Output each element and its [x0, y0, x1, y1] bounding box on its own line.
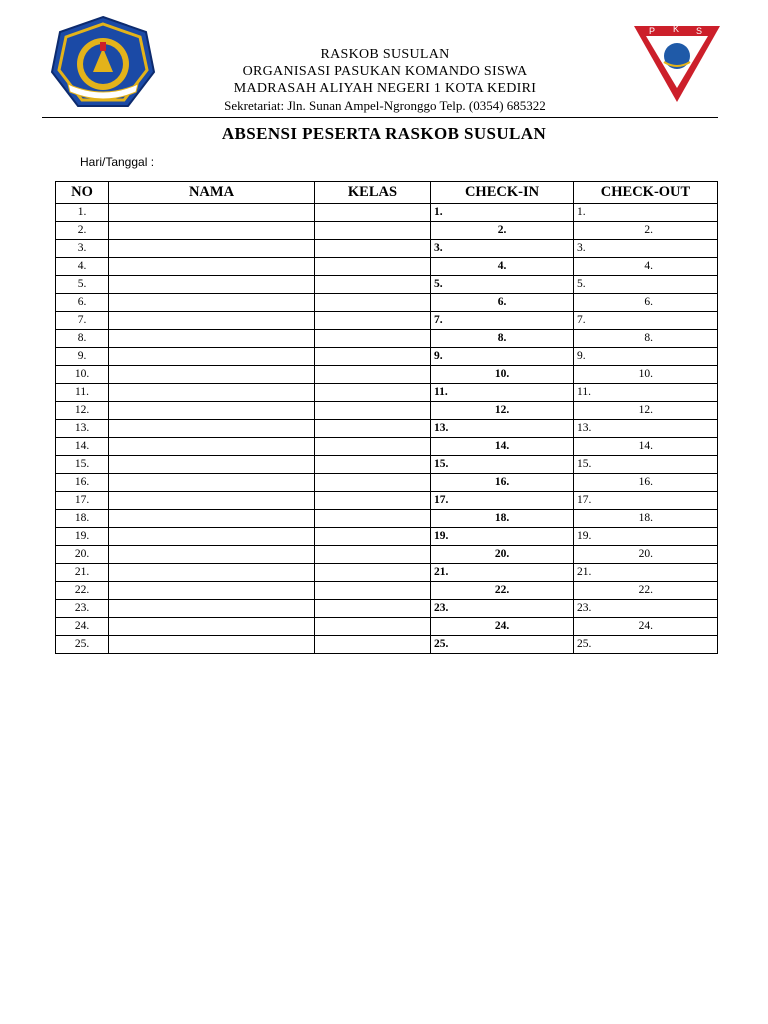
table-row: [56, 402, 718, 420]
row-number: 15.: [56, 456, 109, 474]
table-row: [56, 420, 718, 438]
nama-cell[interactable]: [109, 312, 315, 330]
kelas-cell[interactable]: [315, 564, 431, 582]
check-out-cell[interactable]: 21.: [574, 564, 718, 582]
nama-cell[interactable]: [109, 546, 315, 564]
kelas-cell[interactable]: [315, 348, 431, 366]
table-row: [56, 546, 718, 564]
row-number: 24.: [56, 618, 109, 636]
check-in-cell[interactable]: 22.: [431, 582, 574, 600]
row-number: 5.: [56, 276, 109, 294]
table-row: [56, 456, 718, 474]
row-number: 16.: [56, 474, 109, 492]
kelas-cell[interactable]: [315, 492, 431, 510]
check-out-cell[interactable]: 1.: [574, 204, 718, 222]
nama-cell[interactable]: [109, 204, 315, 222]
check-in-cell[interactable]: 3.: [431, 240, 574, 258]
check-in-cell[interactable]: 11.: [431, 384, 574, 402]
row-number: 9.: [56, 348, 109, 366]
check-out-cell[interactable]: 3.: [574, 240, 718, 258]
row-number: 6.: [56, 294, 109, 312]
table-row: [56, 438, 718, 456]
kelas-cell[interactable]: [315, 438, 431, 456]
check-in-cell[interactable]: 9.: [431, 348, 574, 366]
nama-cell[interactable]: [109, 294, 315, 312]
row-number: 20.: [56, 546, 109, 564]
check-in-cell[interactable]: 8.: [431, 330, 574, 348]
column-header-kelas: KELAS: [315, 182, 431, 204]
check-out-cell[interactable]: 24.: [574, 618, 718, 636]
date-label: Hari/Tanggal :: [80, 155, 155, 169]
table-row: [56, 564, 718, 582]
nama-cell[interactable]: [109, 456, 315, 474]
kelas-cell[interactable]: [315, 366, 431, 384]
check-in-cell[interactable]: 25.: [431, 636, 574, 654]
table-row: [56, 582, 718, 600]
check-out-cell[interactable]: 13.: [574, 420, 718, 438]
check-in-cell[interactable]: 2.: [431, 222, 574, 240]
nama-cell[interactable]: [109, 348, 315, 366]
nama-cell[interactable]: [109, 438, 315, 456]
table-row: [56, 294, 718, 312]
row-number: 19.: [56, 528, 109, 546]
check-in-cell[interactable]: 7.: [431, 312, 574, 330]
kelas-cell[interactable]: [315, 582, 431, 600]
row-number: 25.: [56, 636, 109, 654]
letterhead-line-3: MADRASAH ALIYAH NEGERI 1 KOTA KEDIRI: [233, 81, 537, 96]
letterhead-line-2: ORGANISASI PASUKAN KOMANDO SISWA: [242, 64, 528, 79]
check-out-cell[interactable]: 17.: [574, 492, 718, 510]
check-out-cell[interactable]: 6.: [574, 294, 718, 312]
row-number: 18.: [56, 510, 109, 528]
kelas-cell[interactable]: [315, 258, 431, 276]
check-in-cell[interactable]: 21.: [431, 564, 574, 582]
row-number: 22.: [56, 582, 109, 600]
check-in-cell[interactable]: 14.: [431, 438, 574, 456]
table-row: [56, 474, 718, 492]
pks-shield-logo: [632, 22, 722, 104]
nama-cell[interactable]: [109, 636, 315, 654]
pks-letter-p: P: [649, 26, 656, 36]
letterhead-divider: [42, 117, 718, 118]
check-in-cell[interactable]: 20.: [431, 546, 574, 564]
row-number: 23.: [56, 600, 109, 618]
kelas-cell[interactable]: [315, 636, 431, 654]
nama-cell[interactable]: [109, 510, 315, 528]
row-number: 13.: [56, 420, 109, 438]
check-out-cell[interactable]: 11.: [574, 384, 718, 402]
kelas-cell[interactable]: [315, 456, 431, 474]
check-out-cell[interactable]: 4.: [574, 258, 718, 276]
check-out-cell[interactable]: 16.: [574, 474, 718, 492]
kelas-cell[interactable]: [315, 294, 431, 312]
nama-cell[interactable]: [109, 618, 315, 636]
check-in-cell[interactable]: 4.: [431, 258, 574, 276]
check-in-cell[interactable]: 5.: [431, 276, 574, 294]
table-row: [56, 384, 718, 402]
nama-cell[interactable]: [109, 222, 315, 240]
check-in-cell[interactable]: 15.: [431, 456, 574, 474]
row-number: 1.: [56, 204, 109, 222]
kelas-cell[interactable]: [315, 276, 431, 294]
check-out-cell[interactable]: 14.: [574, 438, 718, 456]
check-out-cell[interactable]: 2.: [574, 222, 718, 240]
column-header-nama: NAMA: [109, 182, 315, 204]
table-row: [56, 222, 718, 240]
letterhead: [160, 46, 610, 114]
kelas-cell[interactable]: [315, 420, 431, 438]
nama-cell[interactable]: [109, 600, 315, 618]
table-row: [56, 204, 718, 222]
row-number: 14.: [56, 438, 109, 456]
table-row: [56, 348, 718, 366]
check-out-cell[interactable]: 15.: [574, 456, 718, 474]
check-in-cell[interactable]: 17.: [431, 492, 574, 510]
table-row: [56, 618, 718, 636]
row-number: 17.: [56, 492, 109, 510]
check-in-cell[interactable]: 10.: [431, 366, 574, 384]
table-row: [56, 312, 718, 330]
check-in-cell[interactable]: 13.: [431, 420, 574, 438]
attendance-table: [55, 181, 718, 654]
table-row: [56, 600, 718, 618]
check-in-cell[interactable]: 1.: [431, 204, 574, 222]
row-number: 3.: [56, 240, 109, 258]
nama-cell[interactable]: [109, 474, 315, 492]
nama-cell[interactable]: [109, 564, 315, 582]
row-number: 8.: [56, 330, 109, 348]
kelas-cell[interactable]: [315, 330, 431, 348]
check-in-cell[interactable]: 24.: [431, 618, 574, 636]
check-in-cell[interactable]: 12.: [431, 402, 574, 420]
pks-letter-k: K: [673, 24, 680, 34]
column-header-check-in: CHECK-IN: [431, 182, 574, 204]
kelas-cell[interactable]: [315, 204, 431, 222]
check-out-cell[interactable]: 8.: [574, 330, 718, 348]
table-row: [56, 276, 718, 294]
nama-cell[interactable]: [109, 384, 315, 402]
table-row: [56, 636, 718, 654]
row-number: 12.: [56, 402, 109, 420]
check-out-cell[interactable]: 22.: [574, 582, 718, 600]
row-number: 11.: [56, 384, 109, 402]
column-header-no: NO: [56, 182, 109, 204]
nama-cell[interactable]: [109, 528, 315, 546]
nama-cell[interactable]: [109, 492, 315, 510]
check-out-cell[interactable]: 20.: [574, 546, 718, 564]
nama-cell[interactable]: [109, 240, 315, 258]
row-number: 7.: [56, 312, 109, 330]
school-emblem-logo: [48, 14, 158, 114]
document-title: ABSENSI PESERTA RASKOB SUSULAN: [221, 124, 547, 143]
check-out-cell[interactable]: 19.: [574, 528, 718, 546]
check-out-cell[interactable]: 23.: [574, 600, 718, 618]
letterhead-address: Sekretariat: Jln. Sunan Ampel-Ngronggo Telp. (0354) 685322: [224, 98, 546, 113]
nama-cell[interactable]: [109, 420, 315, 438]
kelas-cell[interactable]: [315, 618, 431, 636]
kelas-cell[interactable]: [315, 384, 431, 402]
check-out-cell[interactable]: 10.: [574, 366, 718, 384]
check-in-cell[interactable]: 19.: [431, 528, 574, 546]
table-row: [56, 240, 718, 258]
check-out-cell[interactable]: 5.: [574, 276, 718, 294]
nama-cell[interactable]: [109, 402, 315, 420]
table-row: [56, 366, 718, 384]
kelas-cell[interactable]: [315, 474, 431, 492]
kelas-cell[interactable]: [315, 222, 431, 240]
table-row: [56, 492, 718, 510]
check-out-cell[interactable]: 18.: [574, 510, 718, 528]
nama-cell[interactable]: [109, 276, 315, 294]
kelas-cell[interactable]: [315, 312, 431, 330]
table-header-row: [56, 182, 718, 204]
row-number: 2.: [56, 222, 109, 240]
table-row: [56, 258, 718, 276]
check-in-cell[interactable]: 23.: [431, 600, 574, 618]
table-row: [56, 528, 718, 546]
row-number: 4.: [56, 258, 109, 276]
kelas-cell[interactable]: [315, 546, 431, 564]
row-number: 10.: [56, 366, 109, 384]
nama-cell[interactable]: [109, 258, 315, 276]
column-header-check-out: CHECK-OUT: [574, 182, 718, 204]
nama-cell[interactable]: [109, 582, 315, 600]
check-out-cell[interactable]: 25.: [574, 636, 718, 654]
check-out-cell[interactable]: 7.: [574, 312, 718, 330]
row-number: 21.: [56, 564, 109, 582]
letterhead-line-1: RASKOB SUSULAN: [320, 47, 450, 62]
check-in-cell[interactable]: 6.: [431, 294, 574, 312]
check-out-cell[interactable]: 9.: [574, 348, 718, 366]
kelas-cell[interactable]: [315, 402, 431, 420]
table-row: [56, 330, 718, 348]
kelas-cell[interactable]: [315, 510, 431, 528]
nama-cell[interactable]: [109, 366, 315, 384]
kelas-cell[interactable]: [315, 528, 431, 546]
check-in-cell[interactable]: 18.: [431, 510, 574, 528]
kelas-cell[interactable]: [315, 600, 431, 618]
pks-letter-s: S: [696, 26, 703, 36]
check-in-cell[interactable]: 16.: [431, 474, 574, 492]
check-out-cell[interactable]: 12.: [574, 402, 718, 420]
nama-cell[interactable]: [109, 330, 315, 348]
kelas-cell[interactable]: [315, 240, 431, 258]
table-row: [56, 510, 718, 528]
